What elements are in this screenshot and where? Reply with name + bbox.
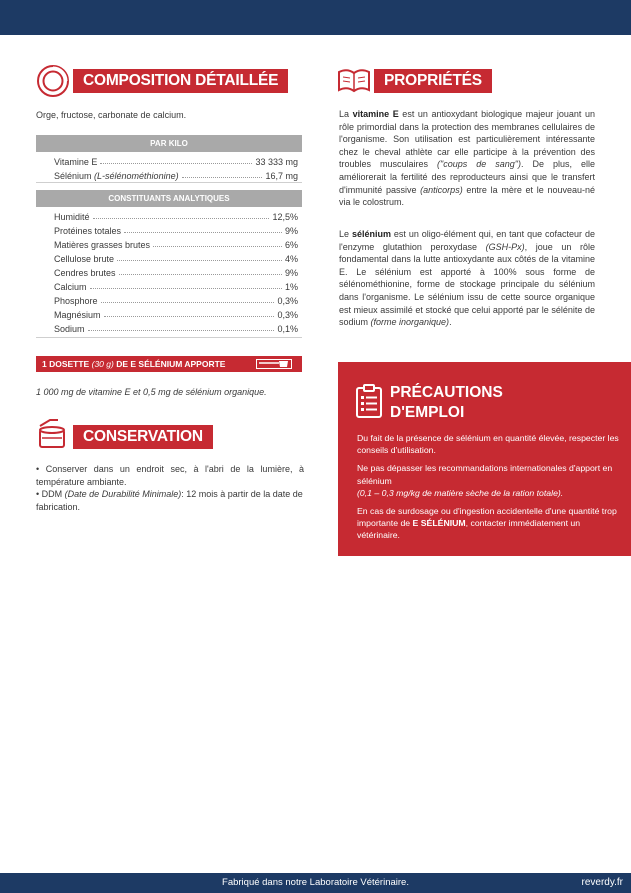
dot-leader xyxy=(182,177,263,178)
dosette-qty: (30 g) xyxy=(91,359,114,369)
row-value: 0,3% xyxy=(277,296,298,306)
dot-leader xyxy=(117,260,282,261)
row-label: Humidité xyxy=(54,212,90,222)
row-value: 0,1% xyxy=(277,324,298,334)
product-name: E SÉLÉNIUM xyxy=(412,518,466,529)
precautions-paragraph-2 xyxy=(357,462,619,499)
proprietes-title: PROPRIÉTÉS xyxy=(374,69,492,93)
table-row xyxy=(54,292,298,306)
footer xyxy=(0,873,631,893)
clipboard-checklist-icon xyxy=(355,384,383,418)
text-run: , contacter immédiatement un vétérinaire. xyxy=(357,518,581,541)
dot-leader xyxy=(88,330,275,331)
conservation-item-2 xyxy=(36,488,304,513)
dot-leader xyxy=(153,246,282,247)
row-value: 16,7 mg xyxy=(265,171,298,181)
row-value: 12,5% xyxy=(272,212,298,222)
row-label: Cellulose brute xyxy=(54,254,115,264)
table-row xyxy=(54,278,298,292)
row-label: Phosphore xyxy=(54,296,98,306)
table-row xyxy=(54,167,298,181)
table-row xyxy=(54,320,298,334)
row-label: Cendres brutes xyxy=(54,268,116,278)
ddm-label: • DDM xyxy=(36,489,63,499)
proprietes-paragraph-2 xyxy=(339,228,595,329)
table-divider xyxy=(36,337,302,338)
top-banner xyxy=(0,0,631,35)
row-value: 9% xyxy=(284,226,298,236)
precautions-title-line-2: D'EMPLOI xyxy=(390,404,465,421)
text-run: En cas de surdosage ou d'ingestion accidentelle d'une quantité trop importante de xyxy=(357,506,617,529)
text-run: est un antioxydant biologique majeur jouant un rôle primordial dans la protection des membranes cellulaires de l'organisme. Son utilisation est particulièrement intéressante chez le cheval athlète car elle participe à la prévention des troubles musculaires xyxy=(339,109,595,170)
table-row xyxy=(54,153,298,167)
table-row xyxy=(54,208,298,222)
table-row xyxy=(54,264,298,278)
table-row xyxy=(54,250,298,264)
text-run: Ne pas dépasser les recommandations internationales d'apport en sélénium xyxy=(357,463,613,486)
proprietes-paragraph-1 xyxy=(339,108,595,209)
dot-leader xyxy=(119,274,282,275)
row-value: 33 333 mg xyxy=(255,157,298,167)
row-label: Sélénium (L-sélénométhionine) xyxy=(54,171,179,181)
composition-title: COMPOSITION DÉTAILLÉE xyxy=(73,69,288,93)
text-run: La xyxy=(339,109,353,119)
dosette-note: 1 000 mg de vitamine E et 0,5 mg de sélénium organique. xyxy=(36,387,267,397)
row-label: Sodium xyxy=(54,324,85,334)
table-row xyxy=(54,236,298,250)
dot-leader xyxy=(104,316,275,317)
row-value: 6% xyxy=(284,240,298,250)
table-divider xyxy=(36,182,302,183)
par-kilo-table xyxy=(54,153,298,181)
precautions-title-line-1: PRÉCAUTIONS xyxy=(390,384,503,401)
text-run: . De plus, elle améliorerait la fertilité des reproducteurs ainsi que le transfert d'immunité passive xyxy=(339,159,595,195)
dosette-post: DE E SÉLÉNIUM APPORTE xyxy=(116,359,226,369)
table-row xyxy=(54,222,298,236)
ddm-definition: (Date de Durabilité Minimale) xyxy=(64,489,182,499)
row-value: 9% xyxy=(284,268,298,278)
selenium-term: sélénium xyxy=(351,229,391,239)
precautions-box xyxy=(338,362,631,556)
dot-leader xyxy=(90,288,282,289)
dot-leader xyxy=(124,232,282,233)
vitamine-e-term: vitamine E xyxy=(352,109,399,119)
row-label: Magnésium xyxy=(54,310,101,320)
row-label: Matières grasses brutes xyxy=(54,240,151,250)
precautions-title xyxy=(390,383,503,423)
row-value: 4% xyxy=(284,254,298,264)
row-label-detail: (L-sélénométhionine) xyxy=(94,171,179,181)
footer-website: reverdy.fr xyxy=(581,877,623,888)
dot-leader xyxy=(93,218,270,219)
target-icon xyxy=(36,64,70,98)
open-book-icon xyxy=(335,64,373,96)
text-run-italic: ("coups de sang") xyxy=(437,159,521,170)
food-can-icon xyxy=(36,418,70,450)
ingredients-text: Orge, fructose, carbonate de calcium. xyxy=(36,110,187,120)
conservation-title: CONSERVATION xyxy=(73,425,213,449)
constituants-header: CONSTITUANTS ANALYTIQUES xyxy=(36,190,302,207)
row-label: Calcium xyxy=(54,282,87,292)
row-label: Protéines totales xyxy=(54,226,122,236)
text-run-italic: (forme inorganique) xyxy=(370,317,450,328)
text-run: est un oligo-élément qui, en tant que cofacteur de l'enzyme glutathion peroxydase xyxy=(339,229,595,252)
table-row xyxy=(54,306,298,320)
row-label: Vitamine E xyxy=(54,157,98,167)
dosette-pre: 1 DOSETTE xyxy=(42,359,90,369)
conservation-item-1: • Conserver dans un endroit sec, à l'abri de la lumière, à température ambiante. xyxy=(36,464,304,487)
text-run: Le xyxy=(339,229,352,239)
constituants-table xyxy=(54,208,298,334)
precautions-paragraph-1: Du fait de la présence de sélénium en quantité élevée, respecter les conseils d'utilisation. xyxy=(357,433,619,456)
par-kilo-header: PAR KILO xyxy=(36,135,302,152)
precautions-body xyxy=(357,432,619,548)
dosette-banner xyxy=(36,356,302,372)
ddm-duration: : 12 mois à partir de la date de fabrication. xyxy=(36,489,303,512)
text-run-italic: (0,1 – 0,3 mg/kg de matière sèche de la ration totale). xyxy=(357,487,564,498)
scoop-icon xyxy=(256,359,292,369)
text-run: , joue un rôle fondamental dans la lutte antioxydante aux côtés de la vitamine E. Le sélénium est apporté à 100% sous forme de sélénométhionine, forme de stockage principale du sélénium dans l'organisme. Le sélénium issu de cette source organique est mieux assimilé et stocké que celui apporté par le sélénite de sodium xyxy=(339,241,595,328)
row-value: 0,3% xyxy=(277,310,298,320)
text-run-italic: (anticorps) xyxy=(420,184,463,195)
dot-leader xyxy=(100,163,252,164)
footer-text: Fabriqué dans notre Laboratoire Vétérinaire. xyxy=(222,877,409,888)
text-run: entre la mère et le nouveau-né via le colostrum. xyxy=(339,184,596,208)
text-run: . xyxy=(449,317,452,328)
text-run-italic: (GSH-Px) xyxy=(485,241,525,252)
dot-leader xyxy=(101,302,275,303)
row-value: 1% xyxy=(284,282,298,292)
precautions-paragraph-3 xyxy=(357,505,619,542)
